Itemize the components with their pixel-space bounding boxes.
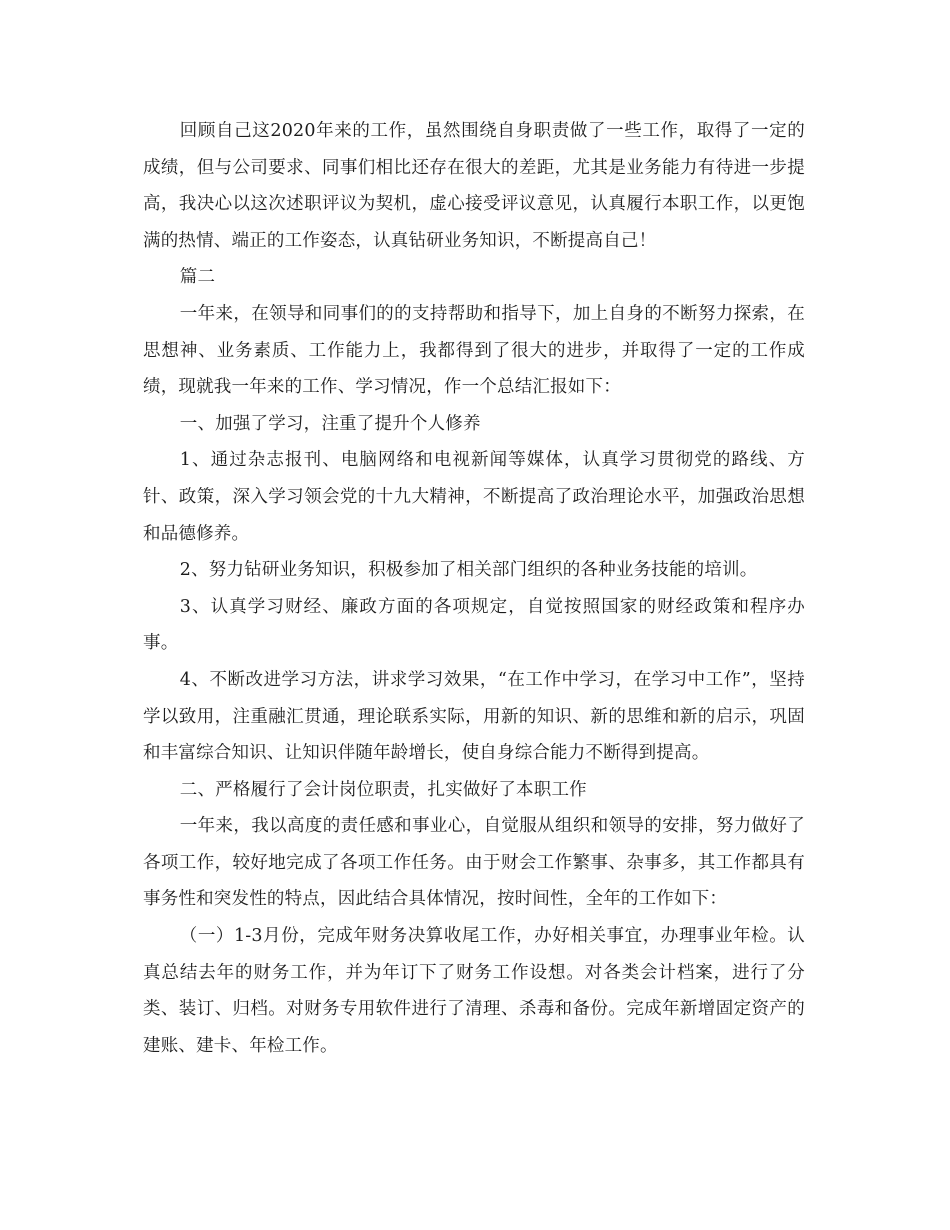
section-heading-part-two: 篇二 — [179, 267, 216, 288]
paragraph-q1-work: （一）1-3月份，完成年财务决算收尾工作，办好相关事宜，办理事业年检。认真总结去年的财务工作，并为年订下了财务工作设想。对各类会计档案，进行了分类、装订、归档。对财务专用软件进行了清理、杀毒和备份。完成年新增固定资产的建账、建卡、年检工作。 — [143, 926, 805, 1056]
paragraph-item-3: 3、认真学习财经、廉政方面的各项规定，自觉按照国家的财经政策和程序办事。 — [143, 596, 805, 654]
paragraph-duties: 一年来，我以高度的责任感和事业心，自觉服从组织和领导的安排，努力做好了各项工作，较好地完成了各项工作任务。由于财会工作繁事、杂事多，其工作都具有事务性和突发性的特点，因此结合具体情况，按时间性，全年的工作如下： — [143, 816, 805, 910]
section-heading-study: 一、加强了学习，注重了提升个人修养 — [179, 413, 481, 434]
paragraph-item-2: 2、努力钻研业务知识，积极参加了相关部门组织的各种业务技能的培训。 — [179, 560, 758, 581]
paragraph-item-1: 1、通过杂志报刊、电脑网络和电视新闻等媒体，认真学习贯彻党的路线、方针、政策，深入学习领会党的十九大精神，不断提高了政治理论水平，加强政治思想和品德修养。 — [143, 450, 805, 544]
paragraph-intro: 一年来，在领导和同事们的的支持帮助和指导下，加上自身的不断努力探索，在思想神、业务素质、工作能力上，我都得到了很大的进步，并取得了一定的工作成绩，现就我一年来的工作、学习情况，作一个总结汇报如下： — [143, 303, 805, 398]
section-heading-duties: 二、严格履行了会计岗位职责，扎实做好了本职工作 — [179, 779, 587, 800]
paragraph-review: 回顾自己这2020年来的工作，虽然围绕自身职责做了一些工作，取得了一定的成绩，但与公司要求、同事们相比还存在很大的差距，尤其是业务能力有待进一步提高，我决心以这次述职评议为契机，虚心接受评议意见，认真履行本职工作，以更饱满的热情、端正的工作姿态，认真钻研业务知识，不断提高自己！ — [143, 121, 805, 251]
paragraph-item-4: 4、不断改进学习方法，讲求学习效果，“在工作中学习，在学习中工作”，坚持学以致用，注重融汇贯通，理论联系实际，用新的知识、新的思维和新的启示，巩固和丰富综合知识、让知识伴随年龄增长，使自身综合能力不断得到提高。 — [143, 669, 805, 764]
document-body — [143, 113, 805, 1064]
